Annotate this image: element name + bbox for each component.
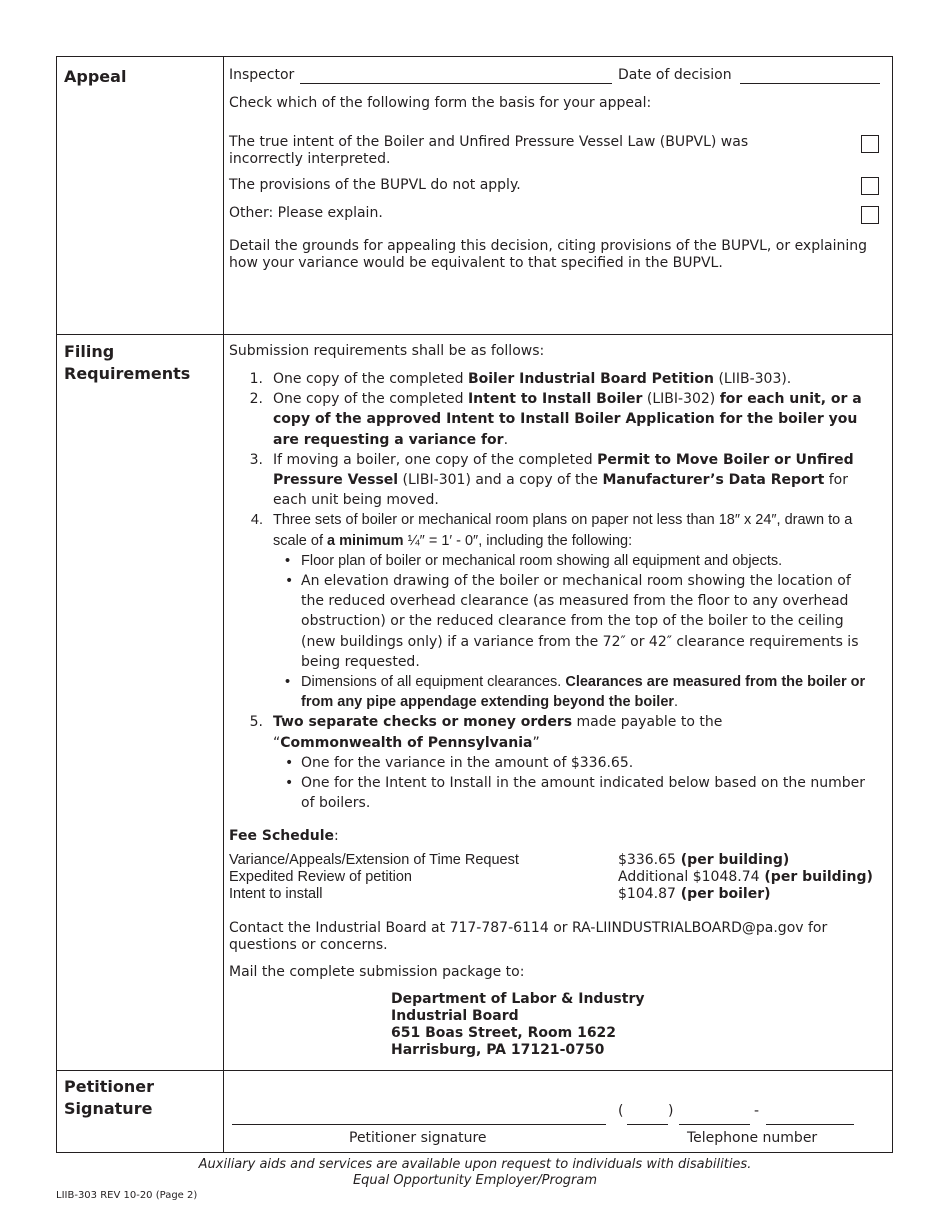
filing-section-label xyxy=(64,341,190,385)
phone-prefix-input[interactable] xyxy=(679,1124,750,1125)
list-text-bold: Manufacturer’s Data Report xyxy=(602,472,825,489)
fee-amount-value: $104.87 xyxy=(618,886,676,902)
fee-amount xyxy=(618,852,873,869)
bullet-item xyxy=(273,672,877,712)
phone-area-code-input[interactable] xyxy=(627,1124,668,1125)
list-number: 2. xyxy=(249,391,263,408)
appeal-option-text: Other: Please explain. xyxy=(229,205,383,221)
list-text: If moving a boiler, one copy of the completed xyxy=(273,451,598,468)
contact-text: Contact the Industrial Board at 717-787-6114 or RA-LIINDUSTRIALBOARD@pa.gov for questions or concerns. xyxy=(229,920,828,953)
list-text: (LIBI-302) xyxy=(642,391,720,408)
bullet-item: • One for the variance in the amount of $336.65. xyxy=(273,753,877,773)
list-text-bold: a minimum xyxy=(327,532,404,549)
filing-label-line: Requirements xyxy=(64,364,191,383)
form-frame xyxy=(56,56,893,1153)
list-text-bold: Permit to Move Boiler or Unfired Pressure Vessel xyxy=(273,451,854,489)
fee-label: Intent to install xyxy=(229,886,323,902)
list-text: ¼″ = 1′ - 0″, including the following: xyxy=(403,532,633,549)
list-text-bold: Boiler Industrial Board Petition xyxy=(467,371,714,387)
list-number: 1. xyxy=(249,371,263,387)
phone-dash: - xyxy=(754,1103,760,1119)
appeal-option-checkbox[interactable] xyxy=(861,177,879,195)
appeal-option-text: The provisions of the BUPVL do not apply. xyxy=(229,177,521,193)
date-of-decision-input[interactable] xyxy=(740,83,880,84)
fee-label: Expedited Review of petition xyxy=(229,869,412,885)
list-text-bold: Commonwealth of Pennsylvania xyxy=(280,734,533,751)
list-text-bold: for each unit, or a copy of the approved Intent to Install Boiler Application for the boiler you are requesting a variance for xyxy=(273,391,862,448)
list-text: ” xyxy=(532,734,540,751)
fee-amount-unit: (per building) xyxy=(759,869,873,885)
appeal-option-text: The true intent of the Boiler and Unfired Pressure Vessel Law (BUPVL) was incorrectly interpreted. xyxy=(229,134,749,167)
list-text-bold: Two separate checks or money orders xyxy=(273,714,573,731)
address-line: Department of Labor & Industry xyxy=(391,991,645,1007)
list-text: “ xyxy=(273,734,281,751)
bullet-item: • Floor plan of boiler or mechanical room showing all equipment and objects. xyxy=(273,551,877,571)
list-item xyxy=(243,712,877,813)
list-item xyxy=(243,510,877,712)
date-of-decision-label: Date of decision xyxy=(618,67,732,83)
mailing-address xyxy=(391,991,644,1059)
mail-prompt: Mail the complete submission package to: xyxy=(229,964,525,980)
list-number: 5. xyxy=(249,714,263,731)
filing-label-line: Filing xyxy=(64,342,115,361)
bullet-text: Dimensions of all equipment clearances. xyxy=(301,674,566,691)
appeal-section-label: Appeal xyxy=(64,67,127,86)
phone-line-input[interactable] xyxy=(766,1124,854,1125)
list-number: 3. xyxy=(249,451,263,468)
footer-line: Auxiliary aids and services are available upon request to individuals with disabilities. xyxy=(198,1157,752,1172)
list-text-bold: Intent to Install Boiler xyxy=(467,391,643,408)
address-line: 651 Boas Street, Room 1622 xyxy=(391,1025,617,1041)
fee-title-colon: : xyxy=(334,828,339,844)
address-line: Harrisburg, PA 17121-0750 xyxy=(391,1042,605,1058)
check-prompt: Check which of the following form the basis for your appeal: xyxy=(229,95,652,111)
address-line: Industrial Board xyxy=(391,1008,519,1024)
submission-intro: Submission requirements shall be as follows: xyxy=(229,343,545,359)
section-divider xyxy=(57,334,892,335)
list-text: (LIBI-301) and a copy of the xyxy=(398,472,603,489)
list-text: One copy of the completed xyxy=(273,391,468,408)
appeal-option-checkbox[interactable] xyxy=(861,206,879,224)
list-text: One copy of the completed xyxy=(273,371,468,387)
list-text: . xyxy=(503,431,509,448)
appeal-option-checkbox[interactable] xyxy=(861,135,879,153)
phone-paren-open: ( xyxy=(618,1103,624,1119)
inspector-label: Inspector xyxy=(229,67,295,83)
bullet-item: • One for the Intent to Install in the amount indicated below based on the number of boilers. xyxy=(273,773,877,813)
list-text: Three sets of boiler or mechanical room plans on paper not less than 18″ x 24″, drawn to a scale of xyxy=(273,512,853,549)
list-item xyxy=(243,450,877,511)
column-divider xyxy=(223,57,224,1152)
appeal-detail-text: Detail the grounds for appealing this decision, citing provisions of the BUPVL, or explaining how your variance would be equivalent to that specified in the BUPVL. xyxy=(229,238,867,271)
bullet-text: . xyxy=(674,694,679,711)
inspector-input[interactable] xyxy=(300,83,612,84)
signature-label-line: Signature xyxy=(64,1099,153,1118)
list-text: made payable to the xyxy=(572,714,723,731)
fee-amounts xyxy=(618,852,873,903)
requirements-list xyxy=(243,369,877,813)
fee-amount-value: Additional $1048.74 xyxy=(618,869,760,885)
fee-amount-value: $336.65 xyxy=(618,852,676,868)
fee-amount xyxy=(618,886,873,903)
signature-input[interactable] xyxy=(232,1124,606,1125)
fee-title-text: Fee Schedule xyxy=(229,828,334,844)
form-number: LIIB-303 REV 10-20 (Page 2) xyxy=(56,1190,198,1201)
fee-schedule-title xyxy=(229,828,339,844)
fee-label: Variance/Appeals/Extension of Time Request xyxy=(229,852,519,868)
fee-amount-unit: (per boiler) xyxy=(675,886,771,902)
signature-section-label xyxy=(64,1076,154,1120)
signature-label-line: Petitioner xyxy=(64,1077,154,1096)
list-text: for each unit being moved. xyxy=(273,472,848,509)
list-item xyxy=(243,369,877,389)
fee-amount xyxy=(618,869,873,886)
footer-notice xyxy=(0,1157,950,1189)
phone-caption: Telephone number xyxy=(687,1130,818,1146)
section-divider xyxy=(57,1070,892,1071)
list-number: 4. xyxy=(250,512,263,529)
fee-amount-unit: (per building) xyxy=(675,852,790,868)
phone-paren-close: ) xyxy=(668,1103,674,1119)
fee-labels xyxy=(229,852,519,903)
bullet-text-bold: Clearances are measured from the boiler or from any pipe appendage extending beyond the boiler xyxy=(301,674,866,711)
bullet-item: • An elevation drawing of the boiler or mechanical room showing the location of the reduced overhead clearance (as measured from the floor to any overhead obstruction) or the reduced clearance from the top of the boiler to the ceiling (new buildings only) if a variance from the 72″ or 42″ clearance requirements is being requested. xyxy=(273,571,877,672)
list-text: (LIIB-303). xyxy=(714,371,792,387)
signature-caption: Petitioner signature xyxy=(349,1130,487,1146)
list-item xyxy=(243,389,877,450)
footer-line: Equal Opportunity Employer/Program xyxy=(352,1173,598,1188)
